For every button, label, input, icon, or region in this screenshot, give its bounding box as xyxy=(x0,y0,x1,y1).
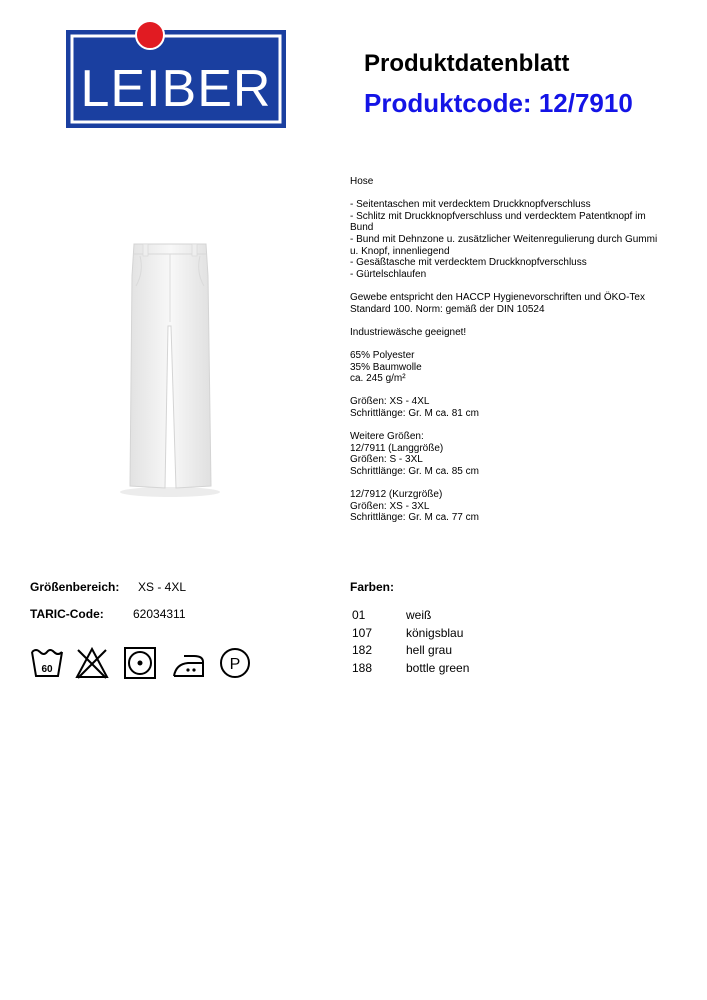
description-line: Schrittlänge: Gr. M ca. 77 cm xyxy=(350,512,479,524)
description-line: Größen: S - 3XL xyxy=(350,454,423,466)
description-paragraph xyxy=(350,489,680,524)
wash-temp-label: 60 xyxy=(41,664,53,675)
wash-60-icon xyxy=(32,650,62,676)
description-line: Größen: XS - 4XL xyxy=(350,396,430,408)
description-line: Schrittlänge: Gr. M ca. 81 cm xyxy=(350,407,479,419)
product-description xyxy=(350,176,680,535)
description-line: 35% Baumwolle xyxy=(350,361,422,373)
description-line: Hose xyxy=(350,176,374,187)
color-name: bottle green xyxy=(406,660,470,675)
description-line: Größen: XS - 3XL xyxy=(350,500,430,512)
color-name: weiß xyxy=(406,608,432,622)
description-paragraph xyxy=(350,327,680,339)
color-code: 107 xyxy=(352,625,373,640)
care-symbols xyxy=(30,646,260,682)
tumble-dry-icon xyxy=(125,648,155,678)
taric-code-label: TARIC-Code: xyxy=(30,607,104,621)
iron-icon xyxy=(174,656,203,676)
description-line: - Schlitz mit Druckknopfverschluss und verdecktem Patentknopf im xyxy=(350,210,646,222)
description-line: Gewebe entspricht den HACCP Hygienevorschriften und ÖKO-Tex xyxy=(350,291,645,303)
product-code-value: 12/7910 xyxy=(538,88,633,118)
description-paragraph xyxy=(350,176,680,188)
color-code: 188 xyxy=(352,660,373,675)
color-row xyxy=(352,660,469,678)
description-line: Standard 100. Norm: gemäß der DIN 10524 xyxy=(350,303,545,315)
description-paragraph xyxy=(350,199,680,280)
description-line: 12/7911 (Langgröße) xyxy=(350,442,444,454)
dry-clean-p-icon xyxy=(221,649,249,677)
description-line: Weitere Größen: xyxy=(350,431,424,443)
description-line: u. Knopf, innenliegend xyxy=(350,245,450,257)
colors-list xyxy=(352,607,469,677)
description-line: - Seitentaschen mit verdecktem Druckknopfverschluss xyxy=(350,199,591,211)
no-bleach-icon xyxy=(77,649,107,678)
description-line: 12/7912 (Kurzgröße) xyxy=(350,489,443,501)
description-line: Bund xyxy=(350,222,374,234)
dry-clean-letter: P xyxy=(229,656,241,673)
page-title: Produktdatenblatt xyxy=(364,50,570,77)
description-paragraph xyxy=(350,350,680,385)
logo-text: LEIBER xyxy=(80,60,272,118)
color-name: hell grau xyxy=(406,643,453,658)
product-code xyxy=(364,88,633,119)
description-line: Industriewäsche geeignet! xyxy=(350,326,467,338)
color-row xyxy=(352,642,469,660)
leiber-logo xyxy=(66,20,286,128)
description-line: - Gesäßtasche mit verdecktem Druckknopfverschluss xyxy=(350,257,587,269)
size-range-value: XS - 4XL xyxy=(138,580,187,594)
product-image xyxy=(110,236,230,500)
description-line: ca. 245 g/m² xyxy=(350,373,406,385)
description-paragraph xyxy=(350,292,680,315)
size-range-label: Größenbereich: xyxy=(30,580,120,594)
color-row xyxy=(352,607,469,625)
description-paragraph xyxy=(350,431,680,477)
product-code-label: Produktcode: xyxy=(364,88,532,118)
description-line: - Bund mit Dehnzone u. zusätzlicher Weitenregulierung durch Gummi xyxy=(350,233,658,245)
color-row xyxy=(352,625,469,643)
description-line: 65% Polyester xyxy=(350,349,415,361)
description-line: - Gürtelschlaufen xyxy=(350,268,427,280)
color-code: 182 xyxy=(352,643,373,658)
color-name: königsblau xyxy=(406,625,464,640)
description-paragraph xyxy=(350,396,680,419)
description-line: Schrittlänge: Gr. M ca. 85 cm xyxy=(350,465,479,477)
color-code: 01 xyxy=(352,608,366,622)
colors-title: Farben: xyxy=(350,580,395,594)
taric-code-value: 62034311 xyxy=(133,607,186,621)
